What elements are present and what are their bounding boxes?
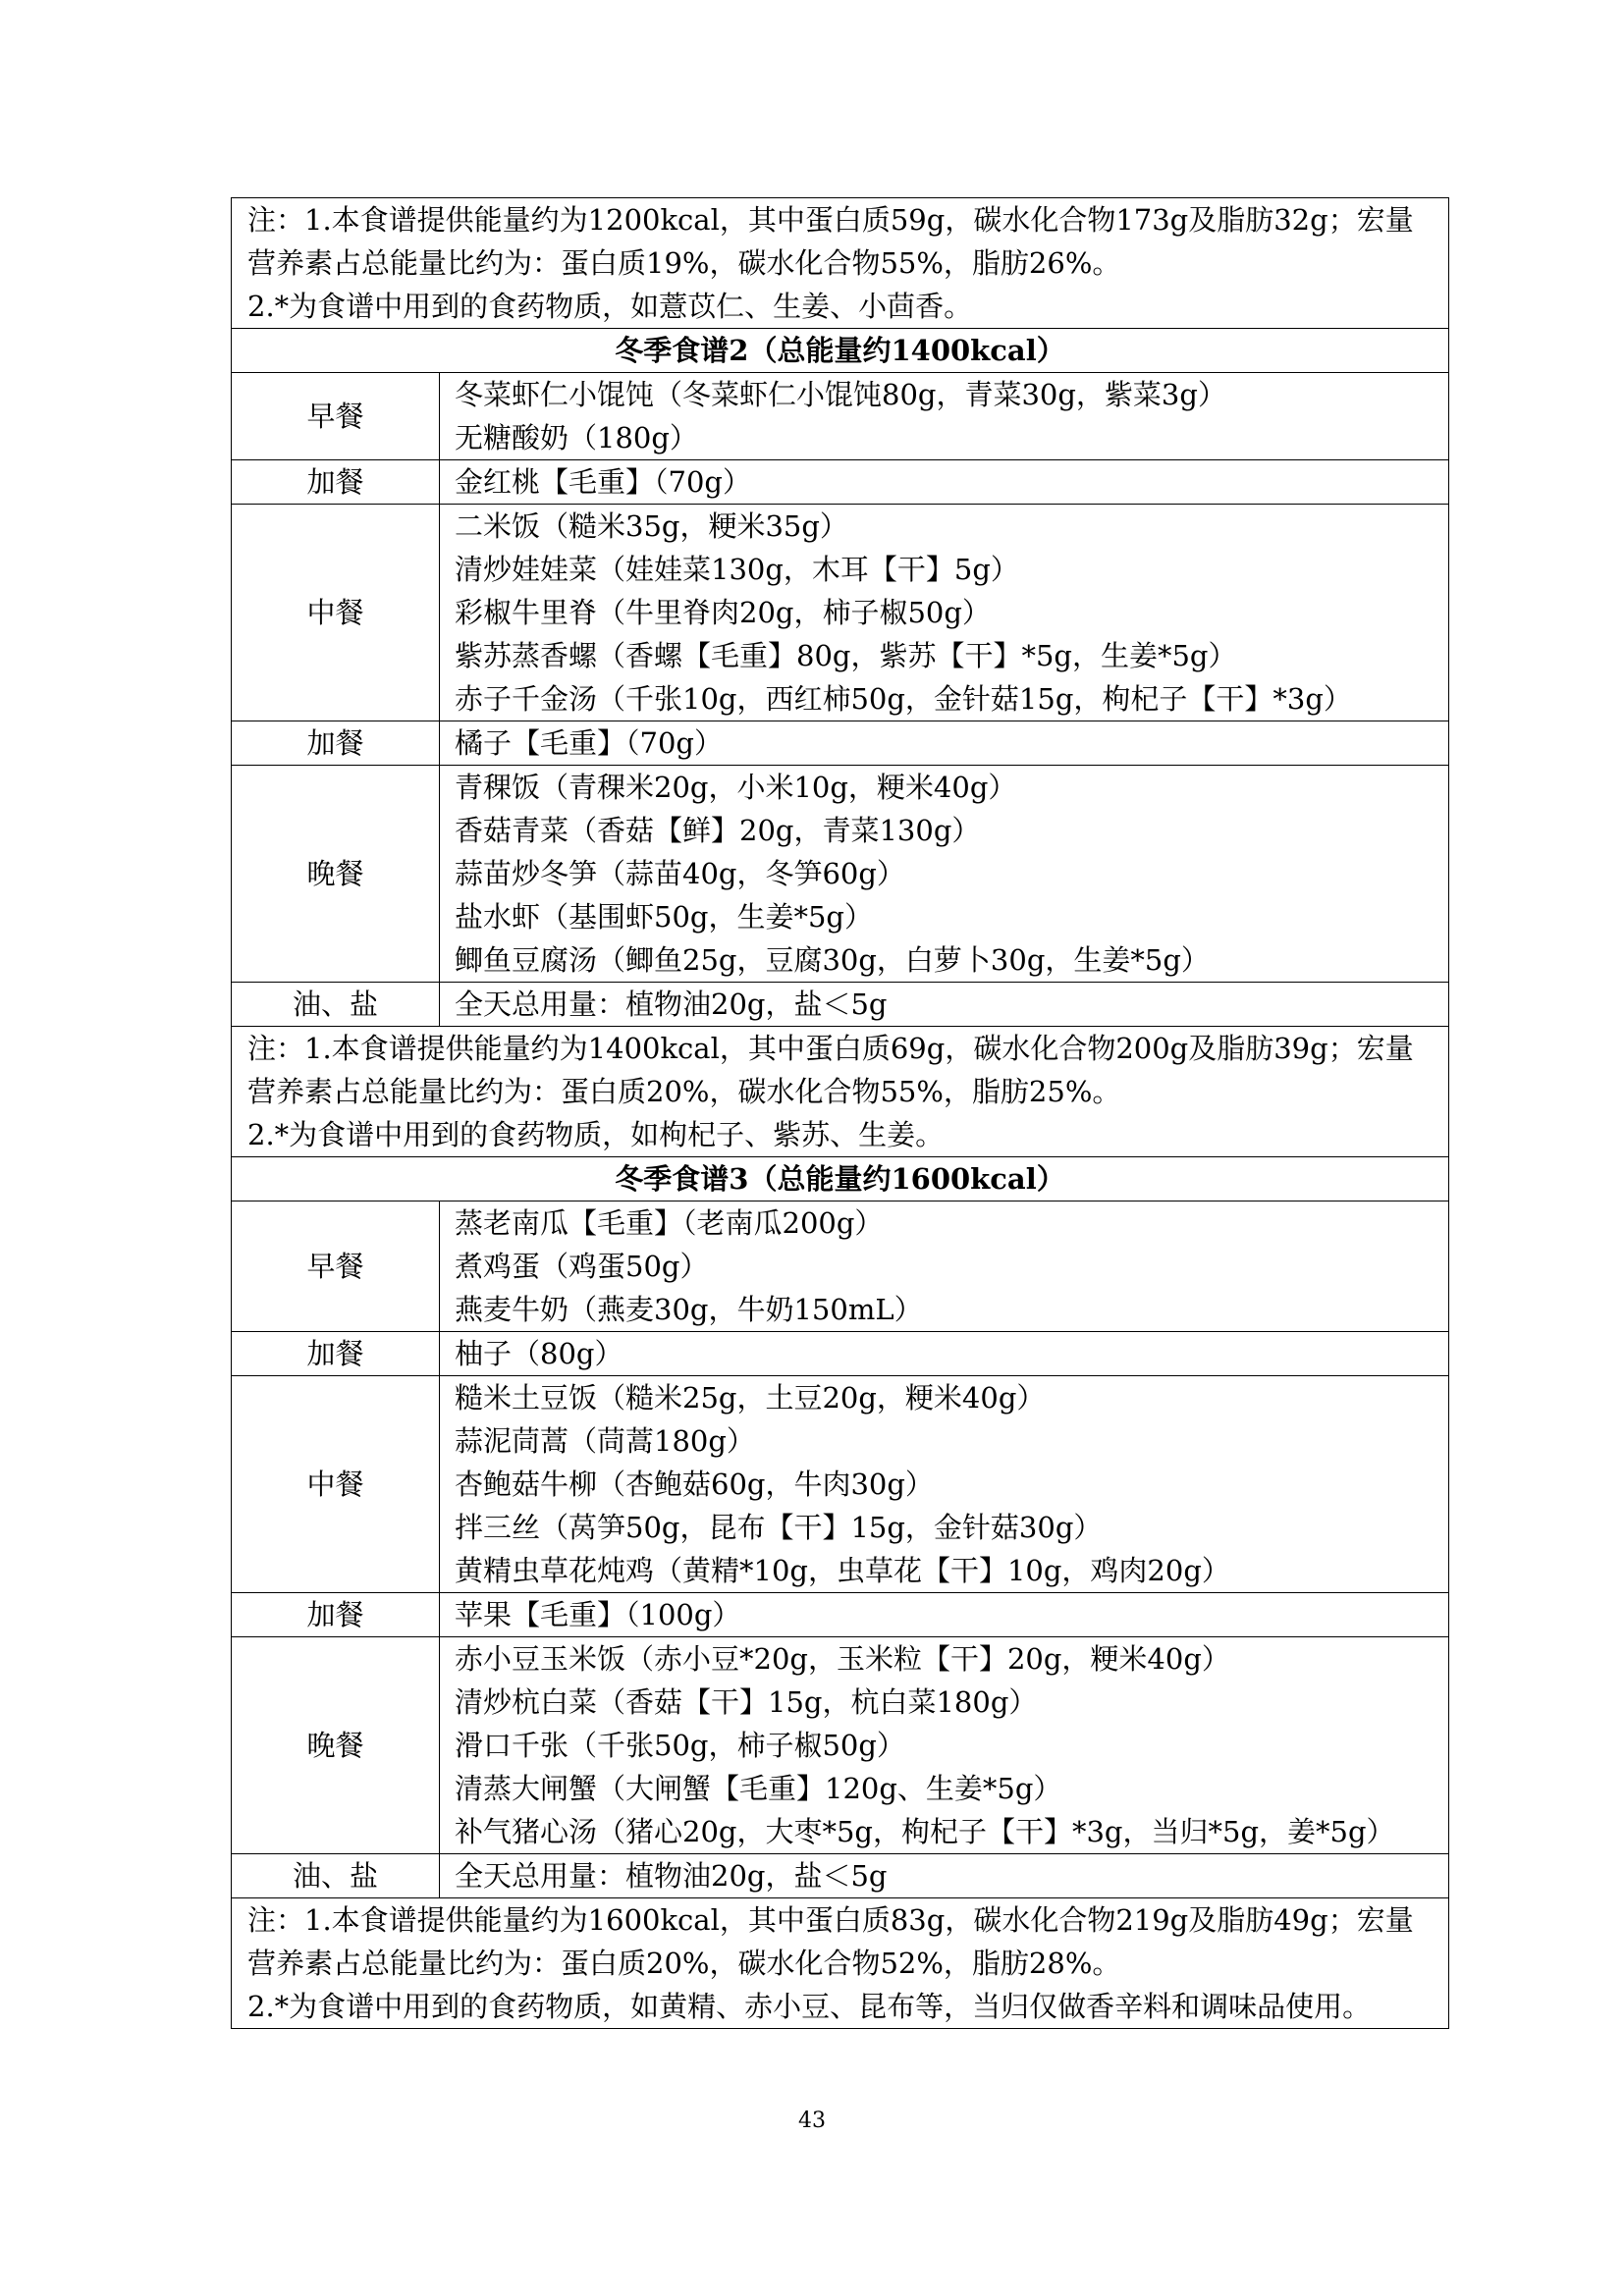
- meal-row: [232, 1332, 1449, 1376]
- dish-item: 柚子（80g）: [455, 1337, 623, 1370]
- dish-item: 全天总用量：植物油20g，盐＜5g: [455, 988, 888, 1021]
- note-line: 注：1.本食谱提供能量约为1400kcal，其中蛋白质69g，碳水化合物200g及脂肪39g；宏量营养素占总能量比约为：蛋白质20%，碳水化合物55%，脂肪25%。: [247, 1032, 1414, 1108]
- dish-item: 煮鸡蛋（鸡蛋50g）: [455, 1250, 709, 1283]
- dish-item: 青稞饭（青稞米20g，小米10g，粳米40g）: [455, 771, 1017, 804]
- meal-label: 早餐: [232, 373, 440, 460]
- note-line: 2.*为食谱中用到的食药物质，如枸杞子、紫苏、生姜。: [247, 1118, 945, 1151]
- meal-row: [232, 1376, 1449, 1593]
- meal-dishes: [440, 1332, 1449, 1376]
- dish-item: 全天总用量：植物油20g，盐＜5g: [455, 1859, 888, 1893]
- note-line: 2.*为食谱中用到的食药物质，如黄精、赤小豆、昆布等，当归仅做香辛料和调味品使用。: [247, 1990, 1372, 2023]
- meal-label: 加餐: [232, 1332, 440, 1376]
- menu-table-body: [232, 198, 1449, 2029]
- meal-label: 晚餐: [232, 1637, 440, 1854]
- note-row-top: [232, 198, 1449, 329]
- dish-item: 糙米土豆饭（糙米25g，土豆20g，粳米40g）: [455, 1381, 1046, 1415]
- meal-dishes: [440, 1201, 1449, 1332]
- meal-dishes: [440, 1376, 1449, 1593]
- note-top-line-2: 2.*为食谱中用到的食药物质，如薏苡仁、生姜、小茴香。: [247, 290, 973, 323]
- menu2-title: 冬季食谱2（总能量约1400kcal）: [232, 329, 1449, 373]
- meal-row: [232, 1593, 1449, 1637]
- menu2-title-row: [232, 329, 1449, 373]
- meal-dishes: [440, 1593, 1449, 1637]
- meal-label: 油、盐: [232, 1854, 440, 1898]
- dish-item: 香菇青菜（香菇【鲜】20g，青菜130g）: [455, 814, 981, 847]
- dish-item: 清炒杭白菜（香菇【干】15g，杭白菜180g）: [455, 1685, 1038, 1719]
- dish-item: 赤小豆玉米饭（赤小豆*20g，玉米粒【干】20g，粳米40g）: [455, 1642, 1230, 1676]
- dish-item: 拌三丝（莴笋50g，昆布【干】15g，金针菇30g）: [455, 1511, 1103, 1544]
- menu3-note-row: [232, 1898, 1449, 2029]
- meal-row: [232, 1201, 1449, 1332]
- meal-row: [232, 1854, 1449, 1898]
- meal-dishes: [440, 983, 1449, 1027]
- meal-label: 中餐: [232, 1376, 440, 1593]
- dish-item: 苹果【毛重】（100g）: [455, 1598, 741, 1631]
- dish-item: 滑口千张（千张50g，柿子椒50g）: [455, 1729, 905, 1762]
- meal-label: 油、盐: [232, 983, 440, 1027]
- meal-label: 中餐: [232, 505, 440, 721]
- meal-row: [232, 766, 1449, 983]
- dish-item: 补气猪心汤（猪心20g，大枣*5g，枸杞子【干】*3g，当归*5g，姜*5g）: [455, 1815, 1395, 1848]
- note-line: 注：1.本食谱提供能量约为1600kcal，其中蛋白质83g，碳水化合物219g及脂肪49g；宏量营养素占总能量比约为：蛋白质20%，碳水化合物52%，脂肪28%。: [247, 1903, 1414, 1980]
- menu3-title-row: [232, 1157, 1449, 1201]
- dish-item: 金红桃【毛重】（70g）: [455, 465, 751, 499]
- meal-label: 加餐: [232, 721, 440, 766]
- meal-dishes: [440, 721, 1449, 766]
- meal-label: 早餐: [232, 1201, 440, 1332]
- dish-item: 橘子【毛重】（70g）: [455, 726, 723, 760]
- meal-dishes: [440, 373, 1449, 460]
- meal-dishes: [440, 460, 1449, 505]
- meal-dishes: [440, 1854, 1449, 1898]
- menu-table: [231, 197, 1449, 2029]
- meal-row: [232, 983, 1449, 1027]
- dish-item: 燕麦牛奶（燕麦30g，牛奶150mL）: [455, 1293, 923, 1326]
- menu3-note: [232, 1898, 1449, 2029]
- meal-row: [232, 460, 1449, 505]
- dish-item: 彩椒牛里脊（牛里脊肉20g，柿子椒50g）: [455, 596, 991, 629]
- dish-item: 蒜苗炒冬笋（蒜苗40g，冬笋60g）: [455, 857, 905, 890]
- note-top-line-1: 注：1.本食谱提供能量约为1200kcal，其中蛋白质59g，碳水化合物173g及脂肪32g；宏量营养素占总能量比约为：蛋白质19%，碳水化合物55%，脂肪26%。: [247, 203, 1414, 280]
- dish-item: 黄精虫草花炖鸡（黄精*10g，虫草花【干】10g，鸡肉20g）: [455, 1554, 1230, 1587]
- meal-label: 晚餐: [232, 766, 440, 983]
- meal-label: 加餐: [232, 460, 440, 505]
- meal-row: [232, 373, 1449, 460]
- dish-item: 冬菜虾仁小馄饨（冬菜虾仁小馄饨80g，青菜30g，紫菜3g）: [455, 378, 1226, 411]
- menu2-note-row: [232, 1027, 1449, 1157]
- meal-row: [232, 1637, 1449, 1854]
- meal-label: 加餐: [232, 1593, 440, 1637]
- dish-item: 紫苏蒸香螺（香螺【毛重】80g，紫苏【干】*5g，生姜*5g）: [455, 639, 1237, 672]
- page-number: 43: [798, 2109, 826, 2133]
- dish-item: 蒜泥茼蒿（茼蒿180g）: [455, 1424, 755, 1458]
- dish-item: 盐水虾（基围虾50g，生姜*5g）: [455, 900, 873, 934]
- meal-row: [232, 721, 1449, 766]
- dish-item: 清炒娃娃菜（娃娃菜130g，木耳【干】5g）: [455, 553, 1019, 586]
- dish-item: 二米饭（糙米35g，粳米35g）: [455, 509, 848, 543]
- dish-item: 无糖酸奶（180g）: [455, 421, 698, 454]
- dish-item: 鲫鱼豆腐汤（鲫鱼25g，豆腐30g，白萝卜30g，生姜*5g）: [455, 943, 1210, 977]
- meal-row: [232, 505, 1449, 721]
- menu2-note: [232, 1027, 1449, 1157]
- dish-item: 杏鲍菇牛柳（杏鲍菇60g，牛肉30g）: [455, 1468, 934, 1501]
- note-top: [232, 198, 1449, 329]
- meal-dishes: [440, 1637, 1449, 1854]
- dish-item: 赤子千金汤（千张10g，西红柿50g，金针菇15g，枸杞子【干】*3g）: [455, 682, 1352, 716]
- meal-dishes: [440, 505, 1449, 721]
- meal-dishes: [440, 766, 1449, 983]
- dish-item: 清蒸大闸蟹（大闸蟹【毛重】120g、生姜*5g）: [455, 1772, 1062, 1805]
- dish-item: 蒸老南瓜【毛重】（老南瓜200g）: [455, 1206, 884, 1240]
- menu3-title: 冬季食谱3（总能量约1600kcal）: [232, 1157, 1449, 1201]
